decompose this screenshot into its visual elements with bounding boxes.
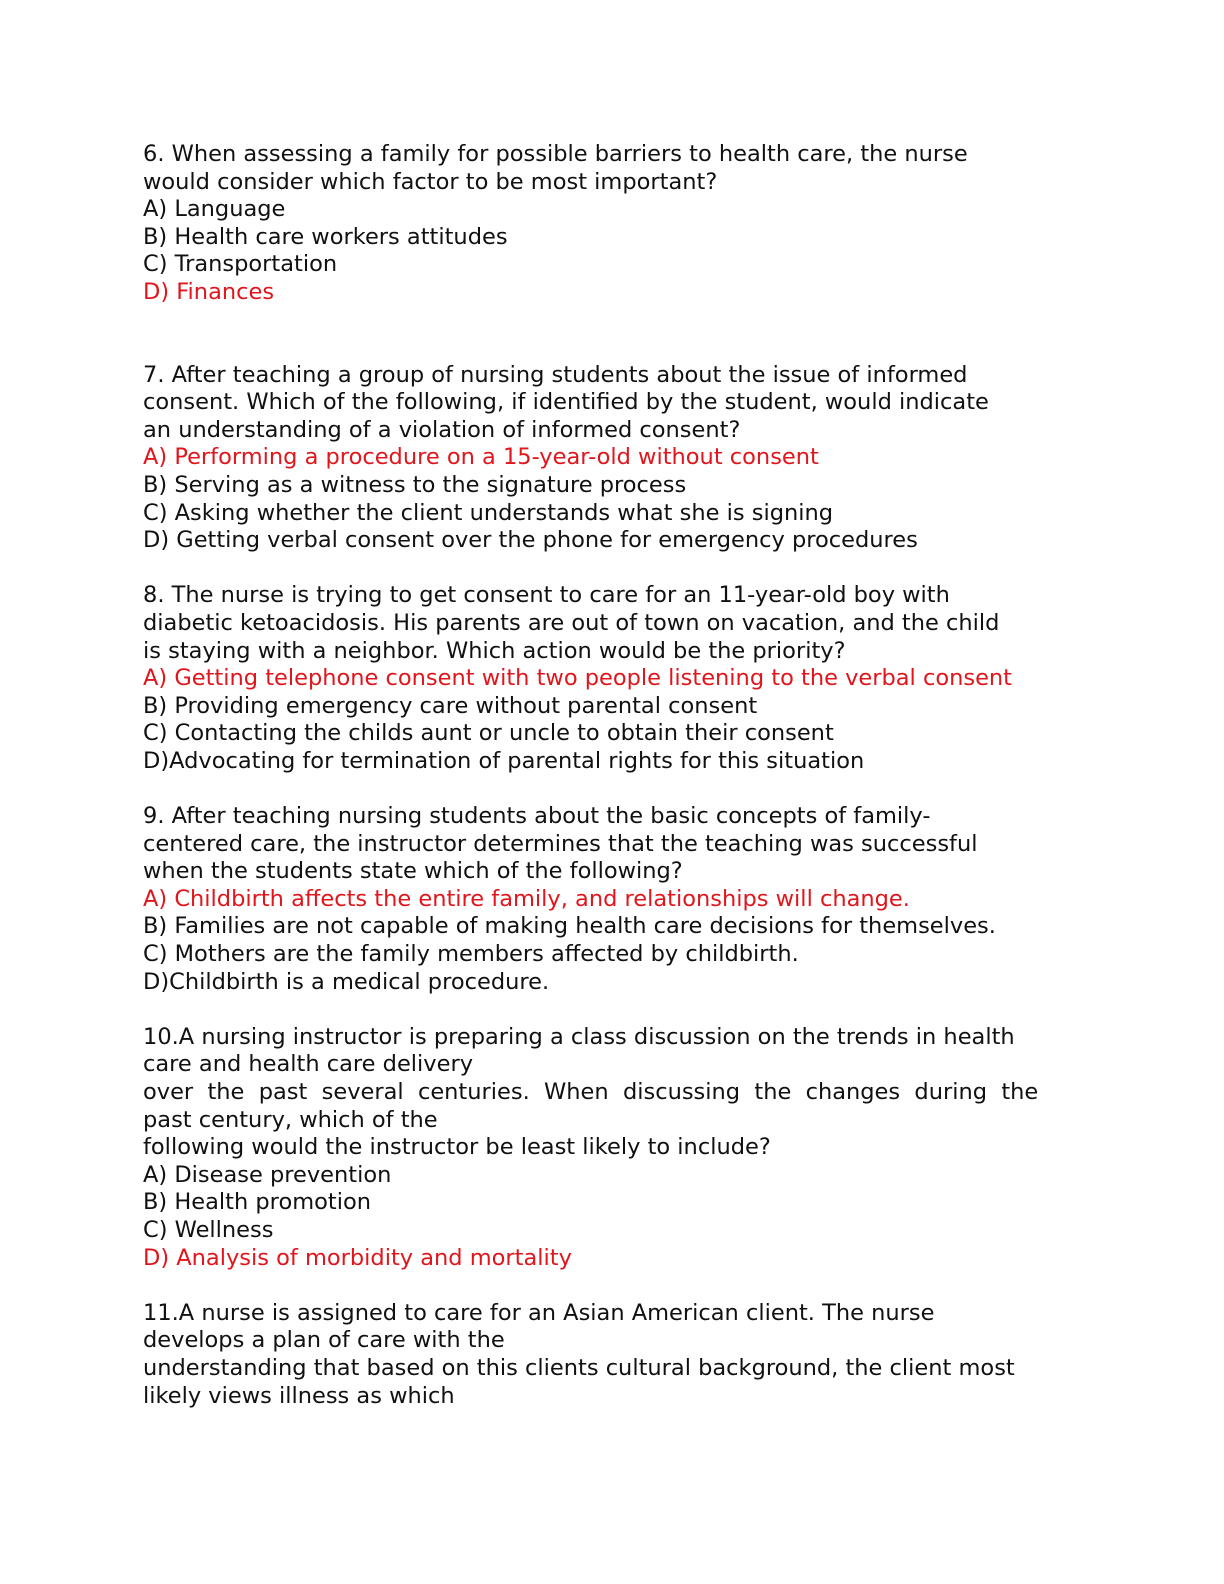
answer-option-c: C) Wellness <box>143 1216 274 1243</box>
question-line: over the past several centuries. When discussing the changes during the <box>143 1079 1039 1105</box>
question-text <box>143 1300 1083 1410</box>
question-line: following would the instructor be least likely to include? <box>143 1134 771 1161</box>
question-line: 11.A nurse is assigned to care for an Asian American client. The nurse <box>143 1299 935 1326</box>
question-9 <box>143 803 1083 996</box>
question-line: 8. The nurse is trying to get consent to care for an 11-year-old boy with <box>143 582 950 609</box>
question-text <box>143 582 1083 665</box>
question-line: care and health care delivery <box>143 1051 474 1078</box>
question-line: an understanding of a violation of informed consent? <box>143 416 741 443</box>
answer-option-b: B) Serving as a witness to the signature process <box>143 471 687 498</box>
spacer <box>143 1272 1083 1300</box>
question-line: 10.A nursing instructor is preparing a class discussion on the trends in health <box>143 1023 1015 1050</box>
question-10 <box>143 1024 1083 1272</box>
question-line: would consider which factor to be most important? <box>143 168 718 195</box>
answer-options <box>143 886 1083 996</box>
question-line: 6. When assessing a family for possible barriers to health care, the nurse <box>143 141 968 167</box>
question-line: understanding that based on this clients cultural background, the client most <box>143 1354 1015 1381</box>
question-line: past century, which of the <box>143 1106 438 1133</box>
answer-option-a: A) Disease prevention <box>143 1161 392 1188</box>
answer-options <box>143 196 1083 306</box>
answer-option-c: C) Asking whether the client understands what she is signing <box>143 499 834 526</box>
question-line: likely views illness as which <box>143 1382 455 1409</box>
question-text <box>143 803 1083 886</box>
answer-options <box>143 665 1083 775</box>
answer-option-d: D)Childbirth is a medical procedure. <box>143 968 550 995</box>
answer-option-c: C) Transportation <box>143 251 338 278</box>
question-text <box>143 362 1083 445</box>
spacer <box>143 307 1083 362</box>
question-line: diabetic ketoacidosis. His parents are out of town on vacation, and the child <box>143 609 1000 636</box>
answer-option-b: B) Health promotion <box>143 1189 371 1216</box>
question-line: when the students state which of the following? <box>143 858 683 885</box>
question-text <box>143 1024 1083 1162</box>
spacer <box>143 555 1083 583</box>
answer-option-d: D)Advocating for termination of parental rights for this situation <box>143 747 865 774</box>
answer-option-b: B) Health care workers attitudes <box>143 223 508 250</box>
answer-option-a-correct: A) Childbirth affects the entire family, and relationships will change. <box>143 885 910 912</box>
answer-option-a-correct: A) Getting telephone consent with two people listening to the verbal consent <box>143 665 1012 692</box>
question-6 <box>143 141 1083 307</box>
answer-option-b: B) Providing emergency care without parental consent <box>143 692 758 719</box>
answer-option-c: C) Mothers are the family members affected by childbirth. <box>143 941 799 968</box>
question-7 <box>143 362 1083 555</box>
question-line: consent. Which of the following, if identified by the student, would indicate <box>143 389 989 416</box>
question-text <box>143 141 1083 196</box>
answer-option-a-correct: A) Performing a procedure on a 15-year-old without consent <box>143 444 819 471</box>
question-line: develops a plan of care with the <box>143 1327 505 1354</box>
question-line: centered care, the instructor determines that the teaching was successful <box>143 830 978 857</box>
question-line: is staying with a neighbor. Which action would be the priority? <box>143 637 846 664</box>
answer-options <box>143 444 1083 554</box>
answer-options <box>143 1162 1083 1272</box>
answer-option-b: B) Families are not capable of making health care decisions for themselves. <box>143 913 996 940</box>
spacer <box>143 775 1083 803</box>
question-line: 9. After teaching nursing students about the basic concepts of family- <box>143 803 931 830</box>
question-line: 7. After teaching a group of nursing students about the issue of informed <box>143 361 968 388</box>
answer-option-d-correct: D) Finances <box>143 278 275 305</box>
document-page <box>143 141 1083 1410</box>
question-8 <box>143 582 1083 775</box>
answer-option-c: C) Contacting the childs aunt or uncle to obtain their consent <box>143 720 834 747</box>
answer-option-d: D) Getting verbal consent over the phone for emergency procedures <box>143 527 918 554</box>
question-11 <box>143 1300 1083 1410</box>
answer-option-a: A) Language <box>143 196 286 223</box>
answer-option-d-correct: D) Analysis of morbidity and mortality <box>143 1244 572 1271</box>
spacer <box>143 996 1083 1024</box>
